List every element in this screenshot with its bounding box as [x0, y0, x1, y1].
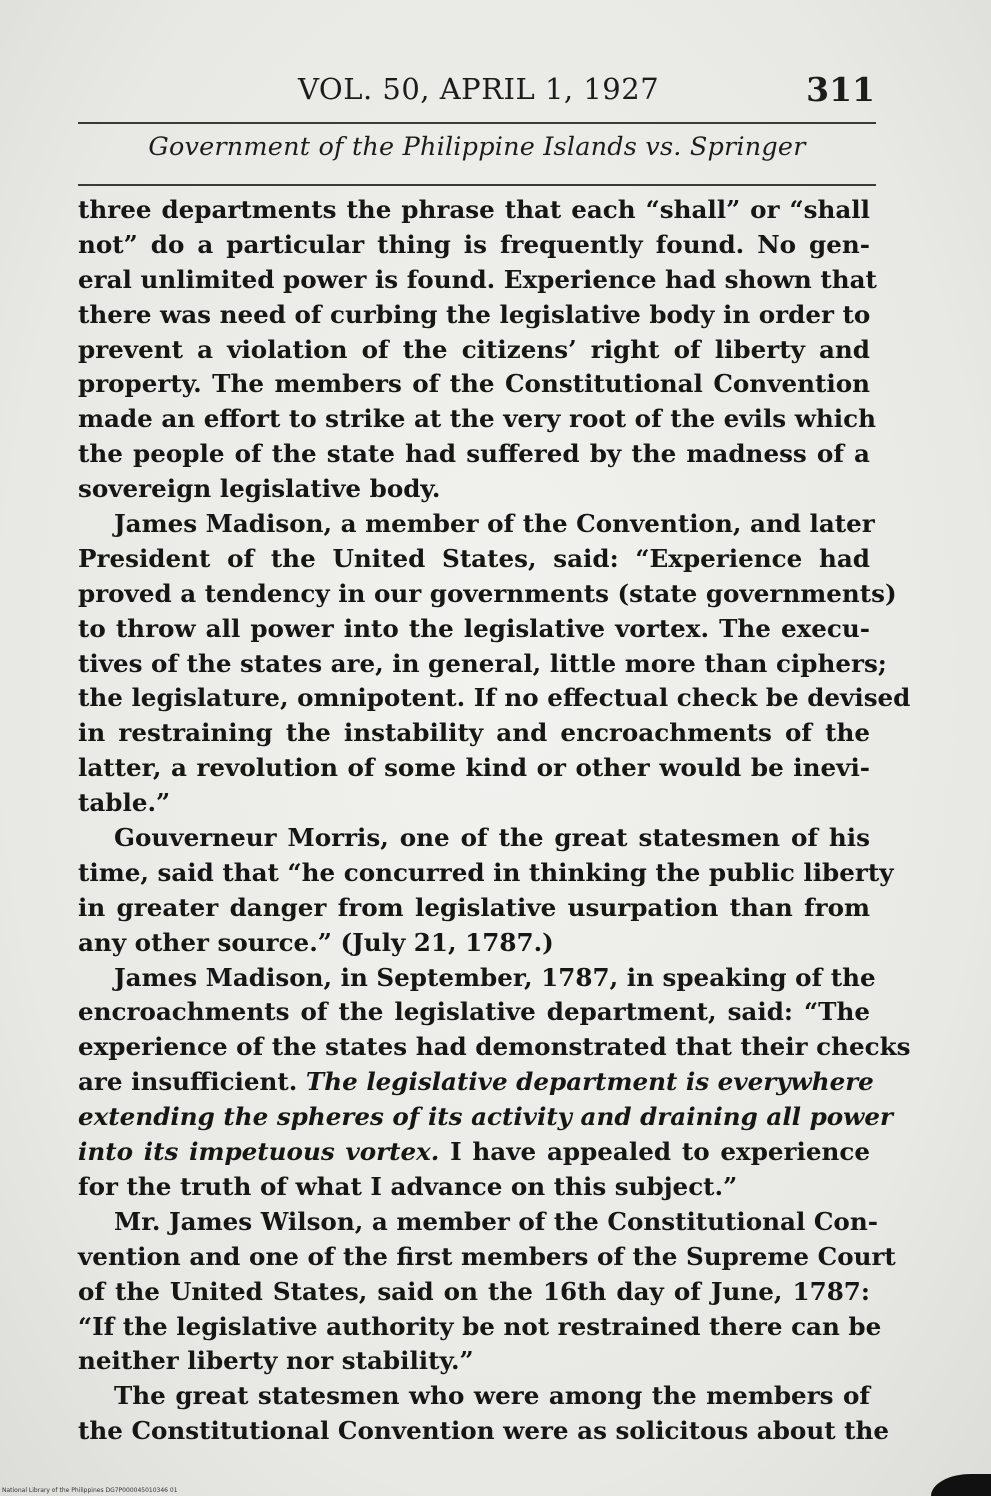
- text-line: [78, 856, 894, 891]
- text-line: [78, 891, 870, 926]
- text-run: eral unlimited power is found. Experience had shown that: [78, 264, 877, 294]
- italic-run: The legislative department is everywhere: [297, 1067, 874, 1097]
- text-line: [78, 542, 870, 577]
- text-line: [78, 681, 911, 716]
- text-line: [78, 1065, 874, 1100]
- text-line: [78, 298, 870, 333]
- text-line: [78, 333, 870, 368]
- text-line: [78, 1414, 890, 1449]
- header-rule-top: [78, 122, 876, 124]
- text-line: [78, 263, 877, 298]
- text-line: [78, 1379, 870, 1414]
- text-run: to throw all power into the legislative vortex. The execu-: [78, 613, 870, 643]
- text-line: [78, 507, 875, 542]
- text-run: not” do a particular thing is frequently found. No gen-: [78, 229, 870, 259]
- text-line: [78, 577, 897, 612]
- text-line: [78, 228, 870, 263]
- text-run: The great statesmen who were among the members of: [114, 1381, 870, 1411]
- text-run: the legislature, omnipotent. If no effectual check be devised: [78, 683, 911, 713]
- text-run: of the United States, said on the 16th day of June, 1787:: [78, 1276, 870, 1306]
- text-run: “If the legislative authority be not restrained there can be: [78, 1311, 882, 1341]
- text-run: tives of the states are, in general, little more than ciphers;: [78, 648, 887, 678]
- text-run: the people of the state had suffered by the madness of a: [78, 439, 870, 469]
- text-line: [78, 1310, 882, 1345]
- text-line: [78, 995, 870, 1030]
- text-line: [78, 1100, 893, 1135]
- text-run: in restraining the instability and encroachments of the: [78, 718, 870, 748]
- text-line: [78, 402, 876, 437]
- text-run: time, said that “he concurred in thinking the public liberty: [78, 857, 894, 887]
- text-line: [78, 647, 887, 682]
- text-run: experience of the states had demonstrated that their checks: [78, 1032, 911, 1062]
- text-run: there was need of curbing the legislative body in order to: [78, 299, 871, 329]
- text-line: [78, 437, 870, 472]
- text-run: three departments the phrase that each “shall” or “shall: [78, 195, 870, 224]
- volume-date: VOL. 50, APRIL 1, 1927: [298, 72, 660, 106]
- text-line: [78, 367, 870, 402]
- italic-run: extending the spheres of its activity and draining all power: [78, 1102, 893, 1132]
- text-run: encroachments of the legislative department, said: “The: [78, 997, 870, 1027]
- page-number: 311: [806, 70, 875, 109]
- text-run: latter, a revolution of some kind or other would be inevi-: [78, 753, 870, 783]
- text-run: prevent a violation of the citizens’ right of liberty and: [78, 334, 870, 364]
- text-run: I have appealed to experience: [439, 1137, 870, 1167]
- text-line: [78, 472, 870, 507]
- text-run: Mr. James Wilson, a member of the Constitutional Con-: [114, 1206, 878, 1236]
- text-run: neither liberty nor stability.”: [78, 1346, 474, 1376]
- text-run: the Constitutional Convention were as solicitous about the: [78, 1416, 890, 1446]
- text-run: made an effort to strike at the very root of the evils which: [78, 404, 876, 434]
- text-run: proved a tendency in our governments (state governments): [78, 578, 897, 608]
- text-run: Gouverneur Morris, one of the great statesmen of his: [114, 823, 870, 853]
- text-line: [78, 612, 870, 647]
- header-rule-bottom: [78, 184, 876, 186]
- text-line: [78, 1030, 911, 1065]
- text-run: table.”: [78, 788, 171, 818]
- text-line: [78, 1205, 878, 1240]
- text-run: James Madison, a member of the Convention, and later: [114, 509, 875, 539]
- text-line: [78, 716, 870, 751]
- text-run: any other source.” (July 21, 1787.): [78, 927, 554, 957]
- text-run: James Madison, in September, 1787, in speaking of the: [114, 962, 876, 992]
- footer-credit: National Library of the Philippines DG7P000045010346 01: [2, 1487, 178, 1494]
- text-run: are insufficient.: [78, 1067, 298, 1097]
- text-line: [78, 751, 870, 786]
- text-run: for the truth of what I advance on this subject.”: [78, 1171, 738, 1201]
- text-run: vention and one of the first members of the Supreme Court: [78, 1241, 896, 1271]
- text-run: sovereign legislative body.: [78, 474, 441, 504]
- text-line: [78, 821, 870, 856]
- text-run: property. The members of the Constitutional Convention: [78, 369, 870, 399]
- italic-run: into its impetuous vortex.: [78, 1137, 440, 1167]
- scan-artifact: [931, 1474, 991, 1496]
- running-head: [80, 72, 875, 112]
- body-text: [78, 193, 911, 1449]
- text-line: [78, 961, 876, 996]
- case-title: Government of the Philippine Islands vs. Springer: [148, 132, 806, 162]
- text-line: [78, 1170, 870, 1205]
- text-line: [78, 1135, 870, 1170]
- text-line: [78, 193, 870, 228]
- text-line: [78, 1344, 870, 1379]
- text-run: President of the United States, said: “Experience had: [78, 543, 870, 573]
- text-line: [78, 786, 870, 821]
- text-line: [78, 1275, 870, 1310]
- text-line: [78, 1240, 896, 1275]
- text-run: in greater danger from legislative usurpation than from: [78, 892, 870, 922]
- text-line: [78, 926, 870, 961]
